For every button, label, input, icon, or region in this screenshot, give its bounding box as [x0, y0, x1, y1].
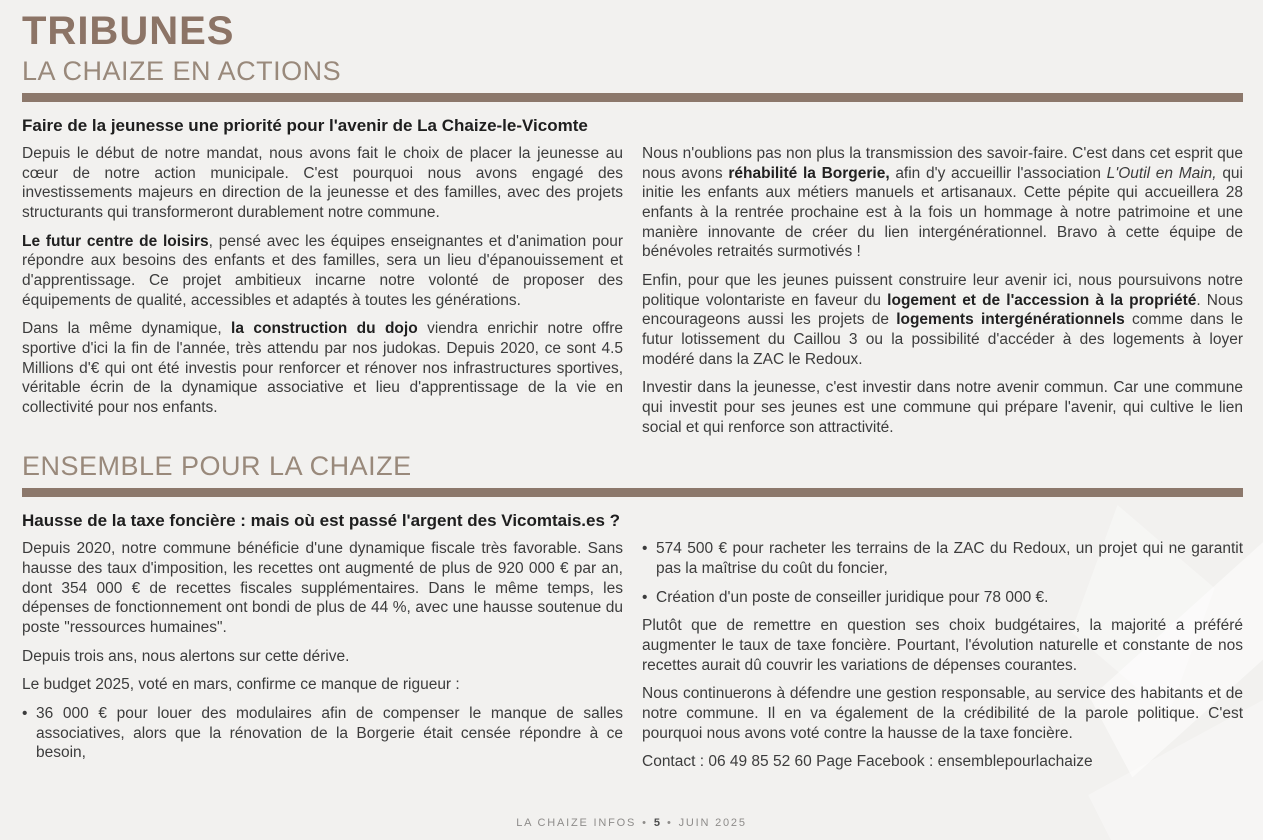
text-run: . Nous encourageons aussi les projets de	[642, 291, 1243, 329]
text-run: Nous n'oublions pas non plus la transmission des savoir-faire. C'est dans cet esprit que nous avons	[642, 145, 1243, 182]
article-la-chaize-en-actions	[22, 116, 1243, 437]
column-right	[642, 539, 1243, 772]
paragraph	[22, 319, 623, 417]
text-run: qui initie les enfants aux métiers manuels et artisanaux. Cette pépite qui accueillera 28 enfants à la rentrée prochaine est à la fois un hommage à notre patrimoine et une manière innovante de créer du lien intergénérationnel. Bravo à cette équipe de bénévoles retraités surmotivés !	[642, 164, 1243, 261]
page-footer	[0, 817, 1263, 829]
paragraph	[642, 752, 1243, 772]
section-title-ensemble-pour-la-chaize: ENSEMBLE POUR LA CHAIZE	[22, 451, 412, 482]
section-divider	[22, 93, 1243, 102]
column-left	[22, 539, 623, 772]
text-run: comme dans le futur lotissement du Caillou 3 ou la possibilité d'accéder à des logements à loyer modéré dans la ZAC le Redoux.	[642, 311, 1243, 368]
footer-separator: •	[666, 817, 673, 829]
paragraph	[642, 684, 1243, 743]
article-heading: Hausse de la taxe foncière : mais où est passé l'argent des Vicomtais.es ?	[22, 511, 621, 531]
paragraph	[642, 378, 1243, 437]
text-run: Contact : 06 49 85 52 60 Page Facebook : ensemblepourlachaize	[642, 753, 1093, 771]
text-run: afin d'y accueillir l'association	[889, 164, 1107, 182]
text-run: Le futur centre de loisirs	[22, 232, 209, 250]
paragraph	[642, 616, 1243, 675]
article-ensemble-pour-la-chaize	[22, 511, 1243, 772]
paragraph	[22, 539, 623, 637]
text-run: Depuis 2020, notre commune bénéficie d'une dynamique fiscale très favorable. Sans hausse des taux d'imposition, les recettes ont augmenté de plus de 920 000 € par an, dont 354 000 € de recettes fiscales supplémentaires. Dans le même temps, les dépenses de fonctionnement ont bondi de plus de 44 %, avec une hausse soutenue du poste "ressources humaines".	[22, 540, 623, 637]
text-run: réhabilité la Borgerie,	[728, 164, 890, 182]
text-run: Création d'un poste de conseiller juridique pour 78 000 €.	[656, 588, 1049, 606]
column-left	[22, 144, 623, 437]
article-columns	[22, 539, 1243, 772]
text-run: Nous continuerons à défendre une gestion responsable, au service des habitants et de notre commune. Il en va également de la crédibilité de la parole politique. C'est pourquoi nous avons voté contre la hausse de la taxe foncière.	[642, 685, 1243, 742]
text-run: viendra enrichir notre offre sportive d'ici la fin de l'année, très attendu par nos judokas. Depuis 2020, ce sont 4.5 Millions d'€ qui ont été investis pour renforcer et rénover nos infrastructures sportives, véritable écrin de la dynamique associative et lieu d'apprentissage de la vie en collectivité pour nos enfants.	[22, 320, 624, 417]
bullet-item	[642, 539, 1243, 578]
text-run: 36 000 € pour louer des modulaires afin de compenser le manque de salles associatives, alors que la rénovation de la Borgerie était censée répondre à ce besoin,	[36, 705, 623, 762]
bullet-item	[22, 704, 623, 763]
text-run: Depuis le début de notre mandat, nous avons fait le choix de placer la jeunesse au cœur de notre action municipale. C'est pourquoi nous avons engagé des investissements majeurs en direction de la jeunesse et des familles, avec des projets structurants qui transformeront durablement notre commune.	[22, 145, 623, 222]
text-run: , pensé avec les équipes enseignantes et d'animation pour répondre aux besoins des enfants et des familles, sera un lieu d'épanouissement et d'apprentissage. Ce projet ambitieux incarne notre volonté de proposer des équipements de qualité, accessibles et adaptés à toutes les générations.	[22, 232, 623, 309]
text-run: Depuis trois ans, nous alertons sur cette dérive.	[22, 647, 350, 665]
section-title-la-chaize-en-actions: LA CHAIZE EN ACTIONS	[22, 56, 342, 86]
text-run: Enfin, pour que les jeunes puissent construire leur avenir ici, nous poursuivons notre politique volontariste en faveur du	[642, 272, 1243, 309]
bullet-marker: •	[642, 540, 648, 558]
paragraph	[22, 144, 623, 223]
bullet-marker: •	[642, 588, 648, 606]
paragraph	[642, 271, 1243, 369]
text-run: Le budget 2025, voté en mars, confirme ce manque de rigueur :	[22, 676, 460, 694]
footer-journal: LA CHAIZE INFOS	[516, 817, 637, 829]
column-right	[642, 144, 1243, 437]
footer-page-number: 5	[653, 817, 661, 829]
section-divider	[22, 488, 1243, 497]
paragraph	[22, 675, 623, 695]
text-run: logement et de l'accession à la propriété	[887, 291, 1197, 309]
text-run: Investir dans la jeunesse, c'est investir dans notre avenir commun. Car une commune qui investit pour ses jeunes est une commune qui prépare l'avenir, qui cultive le lien social et qui renforce son attractivité.	[642, 379, 1243, 436]
page-title: TRIBUNES	[22, 9, 235, 53]
footer-separator: •	[642, 817, 648, 829]
text-run: Plutôt que de remettre en question ses choix budgétaires, la majorité a préféré augmenter le taux de taxe foncière. Pourtant, l'évolution naturelle et constante de nos recettes aurait dû couvrir les variations de dépenses courantes.	[642, 617, 1243, 674]
paragraph	[22, 232, 623, 311]
article-heading: Faire de la jeunesse une priorité pour l'avenir de La Chaize-le-Vicomte	[22, 116, 588, 135]
text-run: Dans la même dynamique,	[22, 320, 232, 338]
text-run: L'Outil en Main,	[1106, 164, 1217, 182]
footer-issue: JUIN 2025	[678, 817, 747, 829]
paragraph	[22, 647, 623, 667]
text-run: la construction du dojo	[231, 320, 418, 338]
text-run: 574 500 € pour racheter les terrains de la ZAC du Redoux, un projet qui ne garantit pas la maîtrise du coût du foncier,	[656, 540, 1243, 578]
bullet-item	[642, 588, 1243, 608]
bullet-marker: •	[22, 705, 28, 723]
article-columns	[22, 144, 1243, 437]
text-run: logements intergénérationnels	[896, 311, 1125, 329]
paragraph	[642, 144, 1243, 262]
